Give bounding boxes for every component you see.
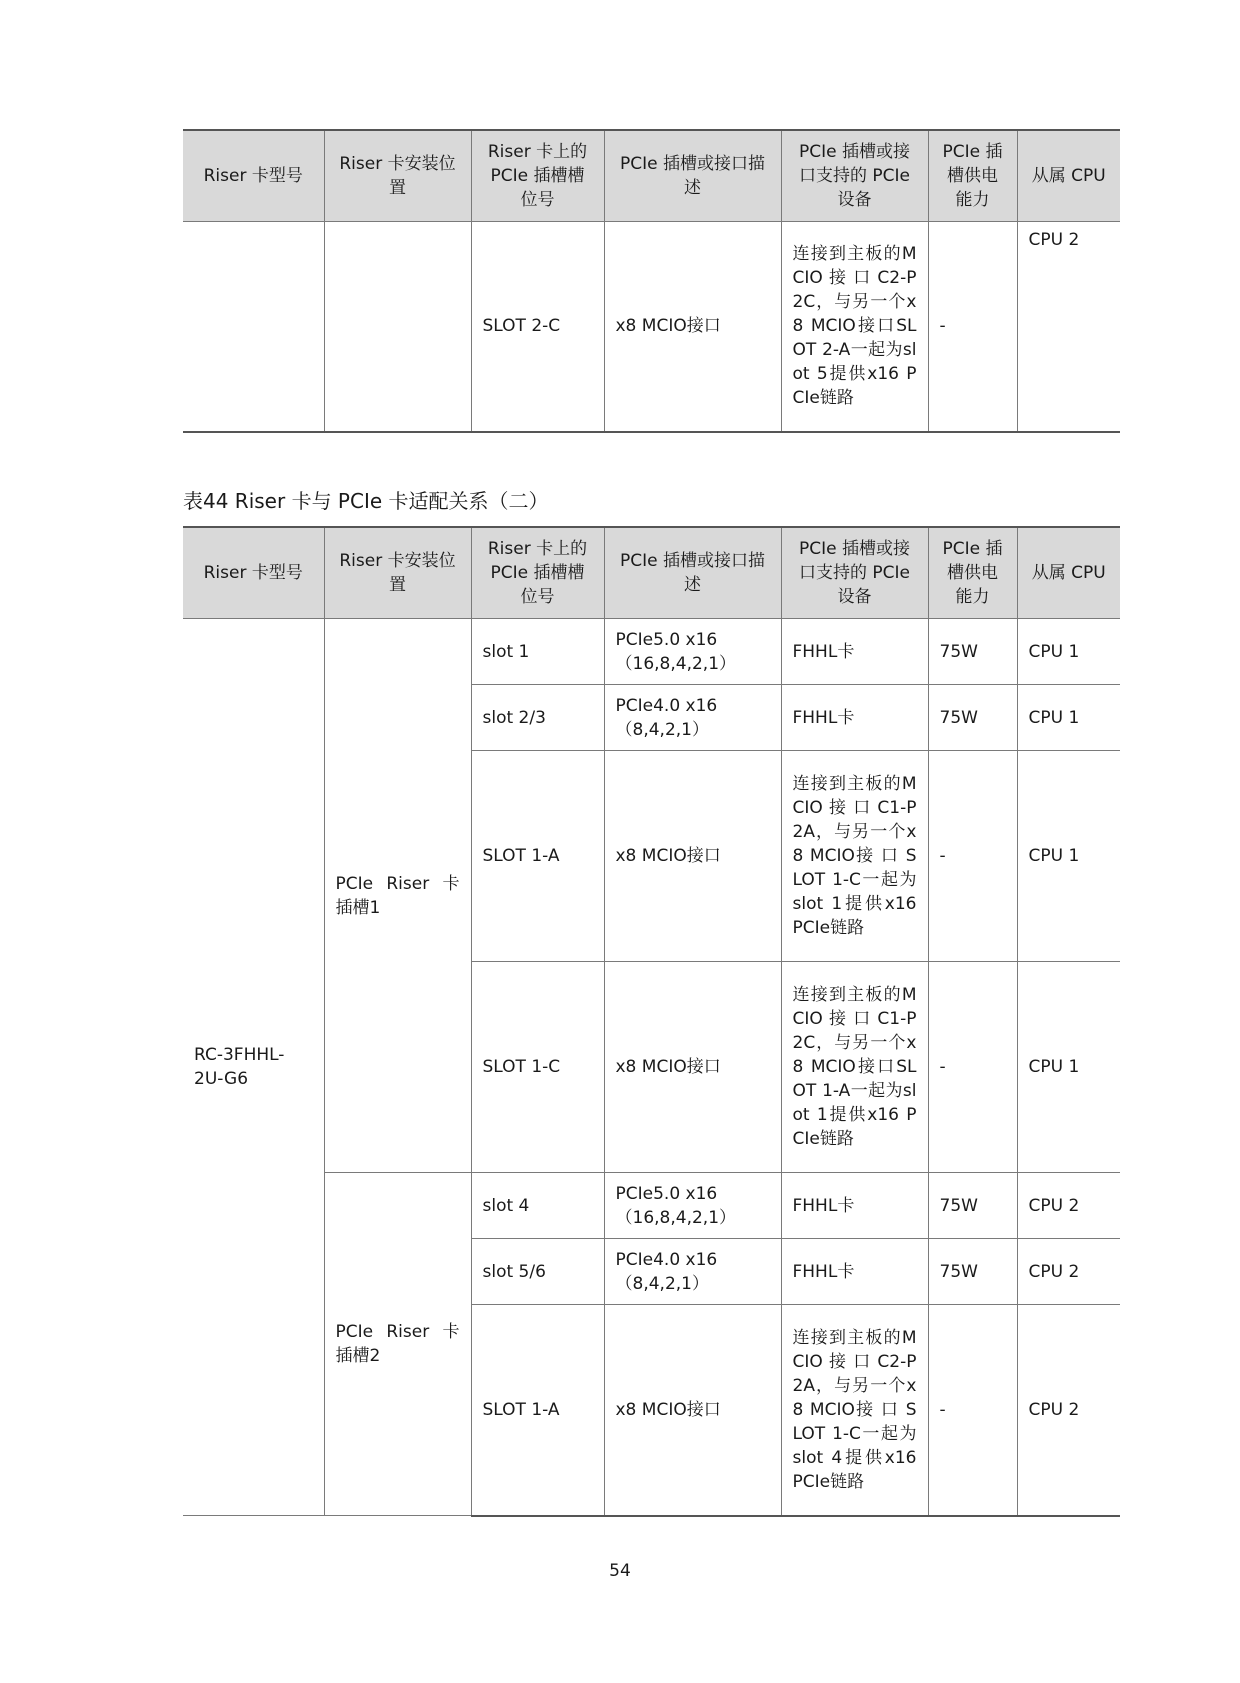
header-supported-device: PCIe 插槽或接口支持的 PCIe 设备 [781,527,928,619]
cell-model: RC-3FHHL-2U-G6 [183,619,324,1516]
cell-location: PCIe Riser 卡插槽2 [324,1173,471,1516]
riser-compatibility-table [183,526,1120,1517]
table-row [183,619,1120,685]
cell-device: 连接到主板的MCIO 接 口 C1-P2A，与另一个x8 MCIO接 口 SLOT 1-C一起为slot 1提供x16 PCIe链路 [781,751,928,962]
cell-device: FHHL卡 [781,685,928,751]
cell-power: - [928,1305,1017,1516]
cell-desc: x8 MCIO接口 [604,222,781,432]
header-riser-location: Riser 卡安装位置 [324,527,471,619]
cell-power: 75W [928,1173,1017,1239]
table-continued [183,129,1120,433]
page-number: 54 [609,1561,631,1581]
header-slot-number: Riser 卡上的PCIe 插槽槽位号 [471,527,604,619]
table-row [183,1173,1120,1239]
header-supported-device: PCIe 插槽或接口支持的 PCIe 设备 [781,130,928,222]
table-header-row [183,527,1120,619]
table-caption: 表44 Riser 卡与 PCIe 卡适配关系（二） [183,489,549,513]
header-slot-description: PCIe 插槽或接口描述 [604,130,781,222]
cell-slot: SLOT 1-C [471,962,604,1173]
cell-location: PCIe Riser 卡插槽1 [324,619,471,1173]
cell-cpu: CPU 2 [1017,1305,1120,1516]
cell-device: FHHL卡 [781,1173,928,1239]
cell-cpu: CPU 1 [1017,619,1120,685]
cell-desc: x8 MCIO接口 [604,751,781,962]
cell-model [183,222,324,432]
cell-slot: slot 5/6 [471,1239,604,1305]
cell-slot: SLOT 1-A [471,751,604,962]
cell-slot: SLOT 1-A [471,1305,604,1516]
header-riser-location: Riser 卡安装位置 [324,130,471,222]
cell-slot: slot 2/3 [471,685,604,751]
header-power: PCIe 插槽供电能力 [928,527,1017,619]
cell-desc: PCIe4.0 x16（8,4,2,1） [604,685,781,751]
cell-cpu: CPU 2 [1017,1239,1120,1305]
cell-cpu: CPU 1 [1017,751,1120,962]
header-power: PCIe 插槽供电能力 [928,130,1017,222]
header-slot-number: Riser 卡上的PCIe 插槽槽位号 [471,130,604,222]
cell-power: 75W [928,619,1017,685]
cell-cpu: CPU 2 [1017,1173,1120,1239]
cell-location [324,222,471,432]
cell-desc: PCIe5.0 x16（16,8,4,2,1） [604,619,781,685]
cell-power: 75W [928,685,1017,751]
table-row [183,222,1120,432]
cell-power: - [928,962,1017,1173]
header-cpu: 从属 CPU [1017,130,1120,222]
cell-device: FHHL卡 [781,619,928,685]
cell-power: 75W [928,1239,1017,1305]
cell-desc: x8 MCIO接口 [604,1305,781,1516]
header-cpu: 从属 CPU [1017,527,1120,619]
cell-cpu: CPU 1 [1017,962,1120,1173]
cell-desc: PCIe5.0 x16（16,8,4,2,1） [604,1173,781,1239]
header-riser-model: Riser 卡型号 [183,527,324,619]
header-riser-model: Riser 卡型号 [183,130,324,222]
cell-cpu: CPU 1 [1017,685,1120,751]
cell-slot: slot 1 [471,619,604,685]
cell-slot: SLOT 2-C [471,222,604,432]
cell-cpu: CPU 2 [1017,222,1120,432]
cell-device: 连接到主板的MCIO 接 口 C2-P2C，与另一个x8 MCIO接口SLOT 2-A一起为slot 5提供x16 PCIe链路 [781,222,928,432]
cell-power: - [928,751,1017,962]
cell-device: FHHL卡 [781,1239,928,1305]
cell-device: 连接到主板的MCIO 接 口 C1-P2C，与另一个x8 MCIO接口SLOT 1-A一起为slot 1提供x16 PCIe链路 [781,962,928,1173]
table-header-row [183,130,1120,222]
cell-power: - [928,222,1017,432]
cell-slot: slot 4 [471,1173,604,1239]
cell-desc: PCIe4.0 x16（8,4,2,1） [604,1239,781,1305]
cell-desc: x8 MCIO接口 [604,962,781,1173]
header-slot-description: PCIe 插槽或接口描述 [604,527,781,619]
cell-device: 连接到主板的MCIO 接 口 C2-P2A，与另一个x8 MCIO接 口 SLOT 1-C一起为slot 4提供x16 PCIe链路 [781,1305,928,1516]
